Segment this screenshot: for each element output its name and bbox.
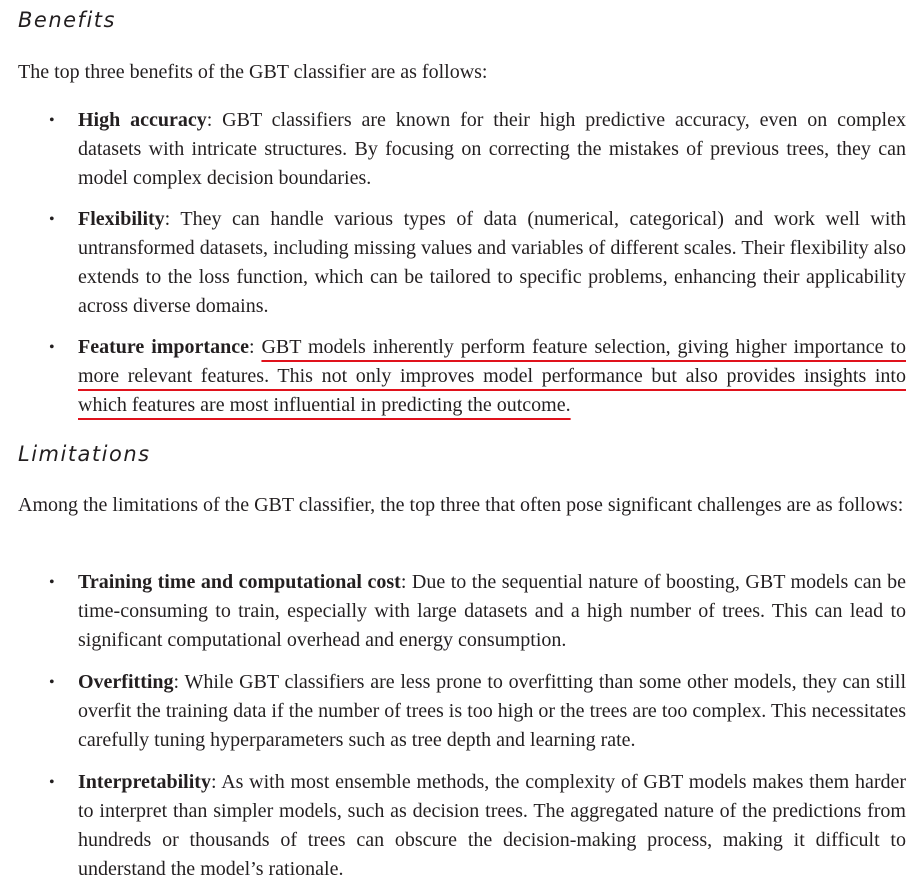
bullet-text: They can handle various types of data (numerical, categorical) and work well with untransformed datasets, including missing values and variables of different scales. Their flexibility also extends to the loss function, which can be tailored to specific problems, enhancing their applicability across diverse domains. <box>78 208 906 317</box>
bullet-icon: • <box>49 211 55 228</box>
bullet-separator: : <box>210 771 222 793</box>
bullet-icon: • <box>49 339 55 356</box>
bullet-separator: : <box>206 109 223 131</box>
bullet-text: As with most ensemble methods, the complexity of GBT models makes them harder to interpret than simpler models, such as decision trees. The aggregated nature of the predictions from hundreds or thousands of trees can obscure the decision-making process, making it difficult to understand the model’s rationale. <box>78 771 907 880</box>
bullet-icon: • <box>49 674 55 691</box>
bullet-term: High accuracy <box>78 109 207 131</box>
bullet-term: Training time and computational cost <box>78 571 401 593</box>
bullet-text: GBT classifiers are known for their high predictive accuracy, even on complex datasets with intricate structures. By focusing on correcting the mistakes of previous trees, they can model complex decision boundaries. <box>78 109 906 189</box>
bullet-icon: • <box>49 112 55 129</box>
bullet-separator: : <box>400 571 412 593</box>
bullet-separator: : <box>173 671 185 693</box>
list-item <box>18 768 906 884</box>
bullet-term: Interpretability <box>78 771 211 793</box>
limitations-list <box>18 568 906 884</box>
list-item <box>18 568 906 655</box>
bullet-icon: • <box>49 574 55 591</box>
section-heading-limitations: Limitations <box>18 442 151 466</box>
bullet-separator: : <box>248 336 262 358</box>
bullet-text: While GBT classifiers are less prone to overfitting than some other models, they can still overfit the training data if the number of trees is too high or the trees are too complex. This necessitates carefully tuning hyperparameters such as tree depth and learning rate. <box>78 671 907 751</box>
section-heading-benefits: Benefits <box>18 8 116 32</box>
list-item <box>18 106 906 193</box>
bullet-icon: • <box>49 774 55 791</box>
bullet-term: Overfitting <box>78 671 174 693</box>
limitations-intro: Among the limitations of the GBT classifier, the top three that often pose significant challenges are as follows: <box>18 494 904 516</box>
benefits-list <box>18 106 906 420</box>
list-item <box>18 668 906 755</box>
bullet-term: Flexibility <box>78 208 165 230</box>
benefits-intro: The top three benefits of the GBT classifier are as follows: <box>18 61 488 83</box>
bullet-separator: : <box>164 208 181 230</box>
bullet-term: Feature importance <box>78 336 249 358</box>
list-item <box>18 333 906 420</box>
list-item <box>18 205 906 321</box>
bullet-text: Due to the sequential nature of boosting, GBT models can be time-consuming to train, especially with large datasets and a high number of trees. This can lead to significant computational overhead and energy consumption. <box>78 571 906 651</box>
highlighted-text: GBT models inherently perform feature selection, giving higher importance to more relevant features. This not only improves model performance but also provides insights into which features are most influential in predicting the outcome. <box>78 336 906 416</box>
